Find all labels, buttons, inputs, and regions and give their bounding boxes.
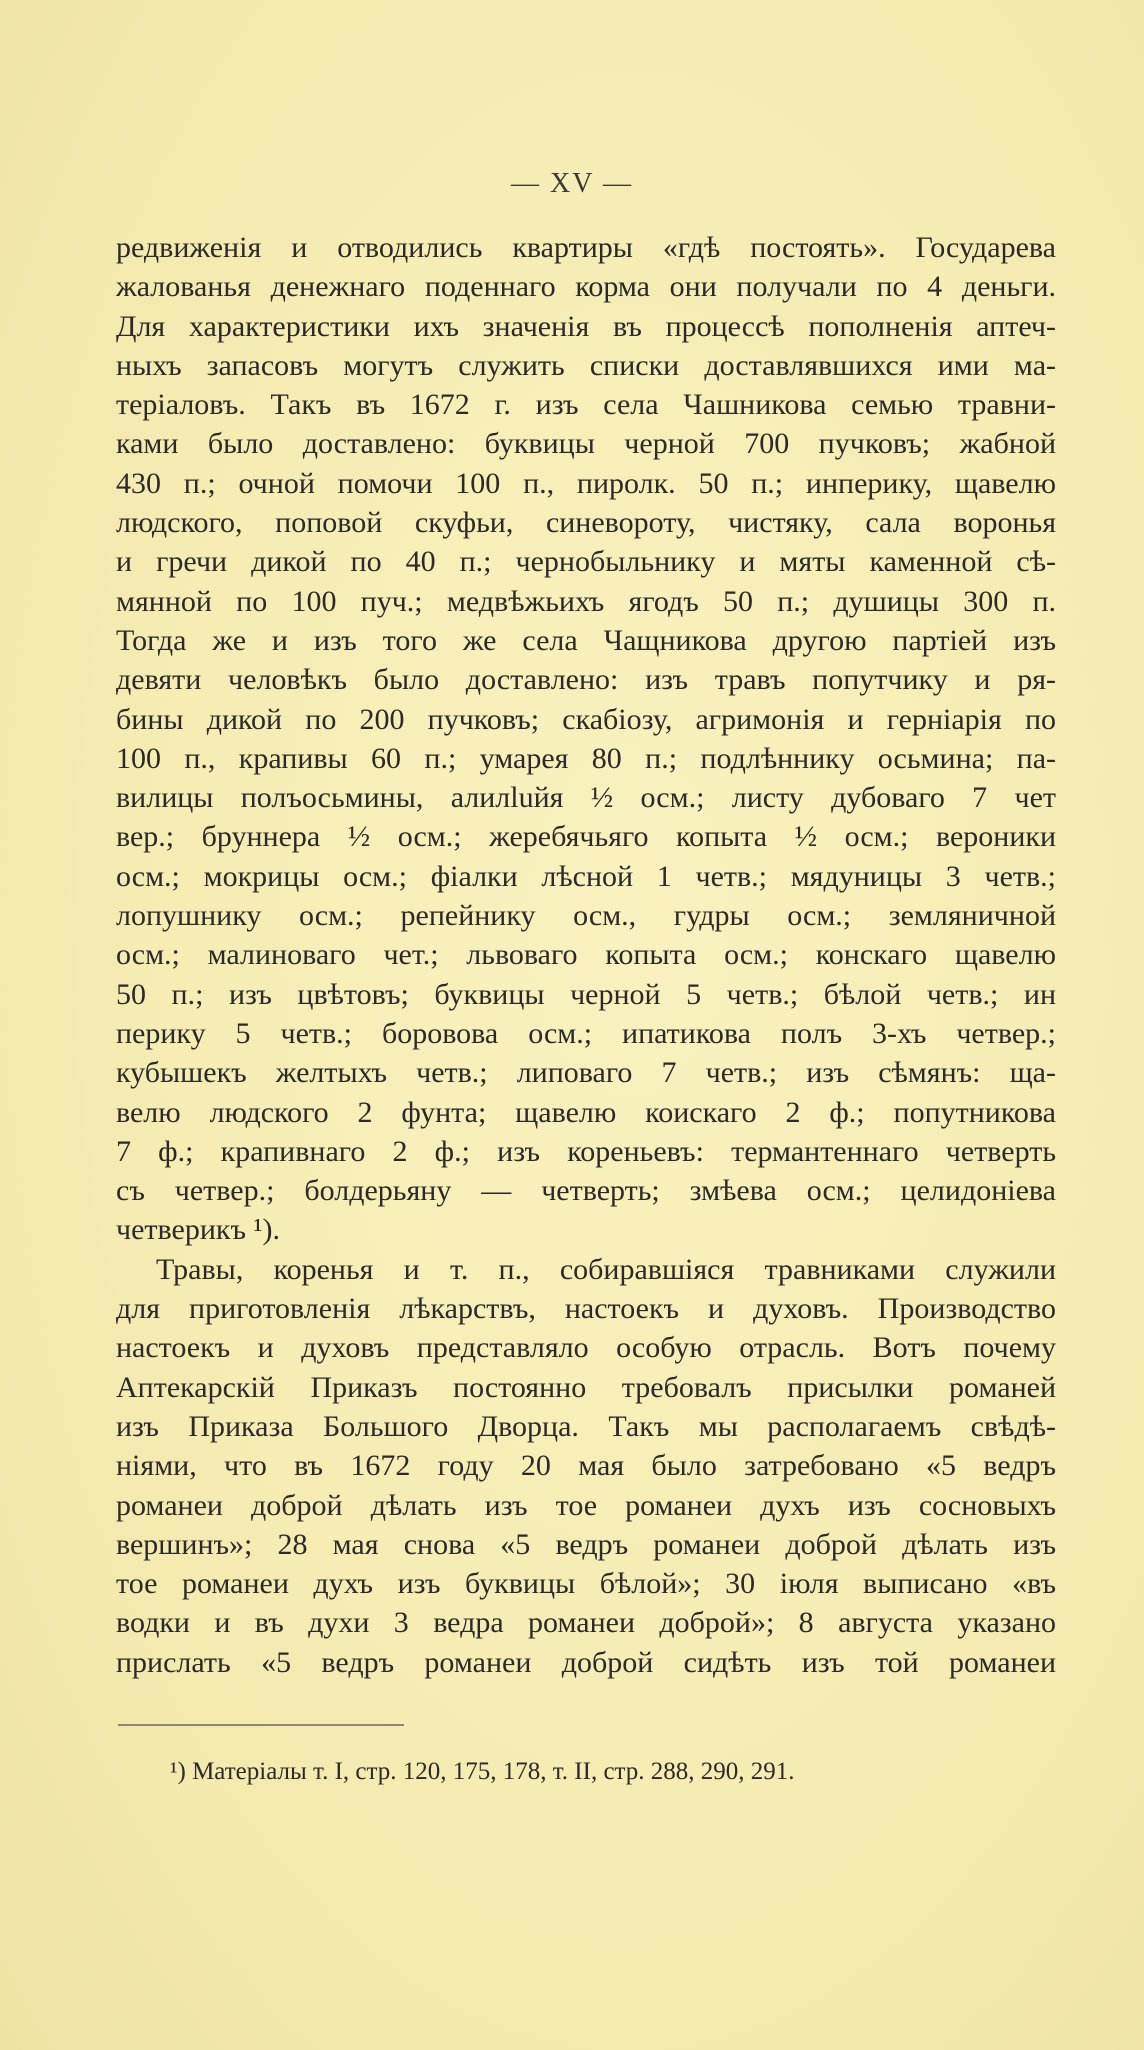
text-line: Травы, коренья и т. п., собиравшіяся травниками служили (156, 1252, 1056, 1286)
text-line: осм.; малиноваго чет.; львоваго копыта осм.; конскаго щавелю (116, 938, 1056, 972)
text-line: вер.; бруннера ½ осм.; жеребячьяго копыта ½ осм.; вероники (116, 820, 1056, 854)
text-line: Тогда же и изъ того же села Чащникова другою партіей изъ (116, 623, 1056, 657)
text-line: для приготовленія лѣкарствъ, настоекъ и духовъ. Производство (116, 1292, 1056, 1326)
text-line: тое романеи духъ изъ буквицы бѣлой»; 30 іюля выписано «въ (116, 1567, 1056, 1601)
text-line: изъ Приказа Большого Дворца. Такъ мы располагаемъ свѣдѣ- (116, 1409, 1056, 1443)
text-line: четверикъ ¹). (116, 1213, 280, 1247)
text-line: жалованья денежнаго поденнаго корма они получали по 4 деньги. (116, 270, 1056, 304)
text-line: 50 п.; изъ цвѣтовъ; буквицы черной 5 четв.; бѣлой четв.; ин (116, 977, 1056, 1011)
text-line: перику 5 четв.; боровова осм.; ипатикова полъ 3-хъ четвер.; (116, 1016, 1056, 1050)
text-line: водки и въ духи 3 ведра романеи доброй»; 8 августа указано (116, 1606, 1056, 1640)
text-line: ніями, что въ 1672 году 20 мая было затребовано «5 ведръ (116, 1449, 1056, 1483)
text-line: редвиженія и отводились квартиры «гдѣ постоять». Государева (116, 231, 1056, 264)
text-line: велю людского 2 фунта; щавелю коискаго 2 ф.; попутникова (116, 1095, 1056, 1129)
text-line: девяти человѣкъ было доставлено: изъ травъ попутчику и ря- (116, 663, 1056, 697)
text-line: людского, поповой скуфьи, синевороту, чистяку, сала воронья (116, 506, 1056, 540)
text-line: и гречи дикой по 40 п.; чернобыльнику и мяты каменной сѣ- (116, 545, 1056, 579)
text-line: настоекъ и духовъ представляло особую отрасль. Вотъ почему (116, 1331, 1056, 1365)
body-text (116, 228, 1056, 1682)
text-line: Аптекарскій Приказъ постоянно требовалъ присылки романей (116, 1370, 1056, 1404)
text-line: 100 п., крапивы 60 п.; умарея 80 п.; подлѣннику осьмина; па- (116, 741, 1056, 775)
text-line: кубышекъ желтыхъ четв.; липоваго 7 четв.; изъ сѣмянъ: ща- (116, 1056, 1056, 1090)
text-line: мянной по 100 пуч.; медвѣжьихъ ягодъ 50 п.; душицы 300 п. (116, 584, 1056, 618)
text-line: 7 ф.; крапивнаго 2 ф.; изъ кореньевъ: термантеннаго четверть (116, 1134, 1056, 1168)
text-line: ками было доставлено: буквицы черной 700 пучковъ; жабной (116, 427, 1056, 461)
text-line: Для характеристики ихъ значенія въ процессѣ пополненія аптеч- (116, 309, 1056, 343)
running-head-page-number: — XV — (511, 168, 633, 199)
text-line: вершинъ»; 28 мая снова «5 ведръ романеи доброй дѣлать изъ (116, 1527, 1056, 1561)
text-line: бины дикой по 200 пучковъ; скабіозу, агримонія и герніарія по (116, 702, 1056, 736)
footnote-divider (118, 1724, 404, 1726)
text-line: романеи доброй дѣлать изъ тое романеи духъ изъ сосновыхъ (116, 1488, 1056, 1522)
text-line: ныхъ запасовъ могутъ служить списки доставлявшихся ими ма- (116, 348, 1056, 382)
text-line: осм.; мокрицы осм.; фіалки лѣсной 1 четв.; мядуницы 3 четв.; (116, 859, 1056, 893)
text-line: лопушнику осм.; репейнику осм., гудры осм.; земляничной (116, 899, 1056, 933)
text-line: прислать «5 ведръ романеи доброй сидѣть изъ той романеи (116, 1645, 1056, 1679)
footnote: ¹) Матеріалы т. I, стр. 120, 175, 178, т. II, стр. 288, 290, 291. (170, 1758, 795, 1785)
text-line: съ четвер.; болдерьяну — четверть; змѣева осм.; целидоніева (116, 1174, 1056, 1208)
text-line: вилицы полъосьмины, алилluйя ½ осм.; листу дубоваго 7 чет (116, 781, 1056, 815)
text-line: 430 п.; очной помочи 100 п., пиролк. 50 п.; инперику, щавелю (116, 466, 1056, 500)
text-line: теріаловъ. Такъ въ 1672 г. изъ села Чашникова семью травни- (116, 388, 1056, 422)
